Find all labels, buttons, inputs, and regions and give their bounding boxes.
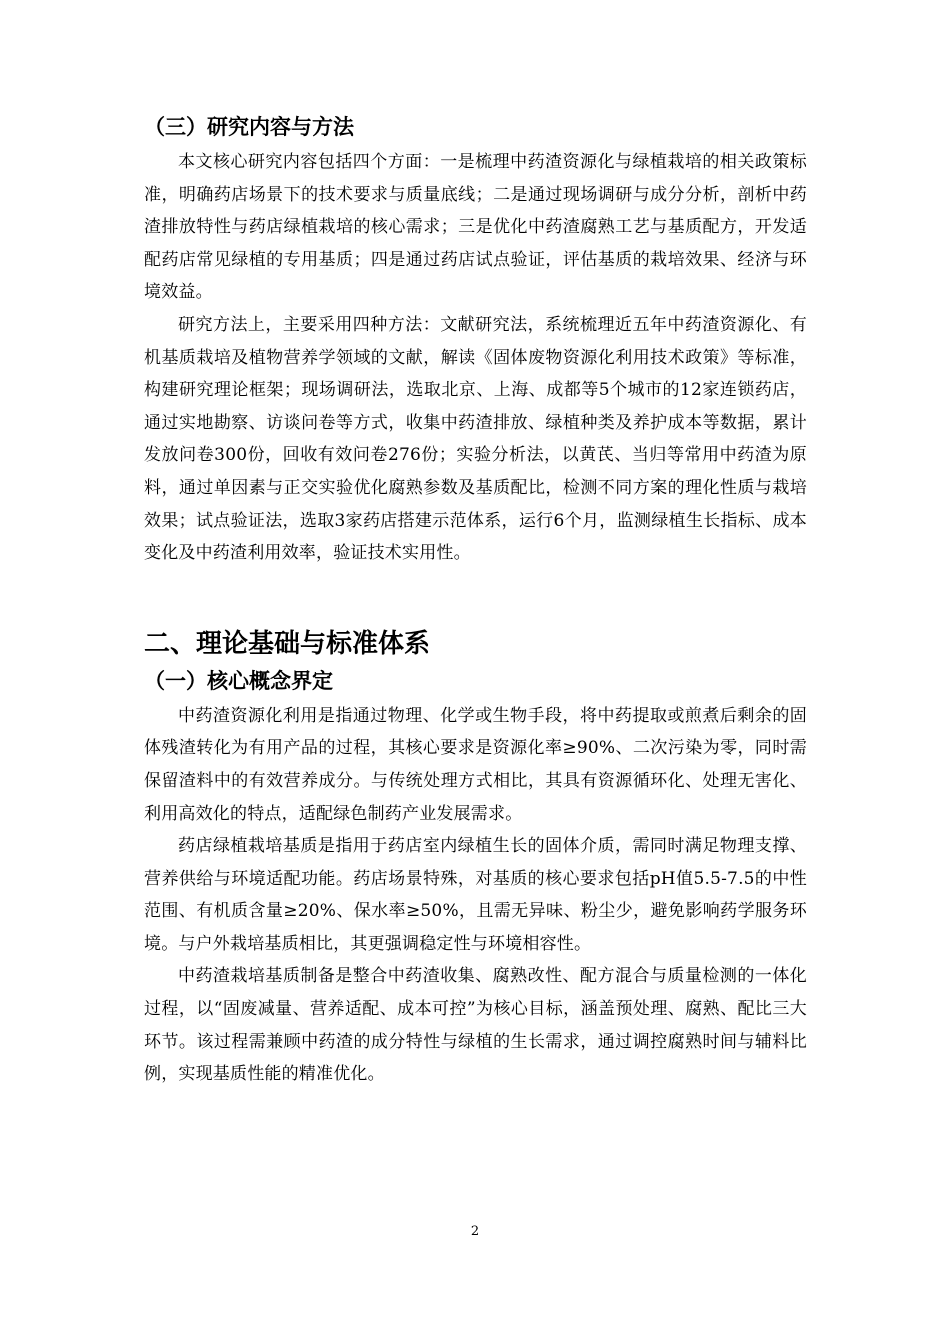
paragraph: 中药渣栽培基质制备是整合中药渣收集、腐熟改性、配方混合与质量检测的一体化过程，以“固废减量、营养适配、成本可控”为核心目标，涵盖预处理、腐熟、配比三大环节。该过程需兼顾中药渣的成分特性与绿植的生长需求，通过调控腐熟时间与辅料比例，实现基质性能的精准优化。	[144, 966, 807, 1085]
section-heading-research-content: （三）研究内容与方法	[144, 115, 354, 139]
chapter-heading-theory: 二、理论基础与标准体系	[144, 628, 431, 659]
section-spacer	[144, 570, 807, 624]
page-number: 2	[470, 1224, 480, 1239]
paragraph: 药店绿植栽培基质是指用于药店室内绿植生长的固体介质，需同时满足物理支撑、营养供给与环境适配功能。药店场景特殊，对基质的核心要求包括pH值5.5-7.5的中性范围、有机质含量≥20%、保水率≥50%，且需无异味、粉尘少，避免影响药学服务环境。与户外栽培基质相比，其更强调稳定性与环境相容性。	[144, 836, 807, 954]
page-content	[144, 112, 807, 1091]
paragraph: 本文核心研究内容包括四个方面：一是梳理中药渣资源化与绿植栽培的相关政策标准，明确药店场景下的技术要求与质量底线；二是通过现场调研与成分分析，剖析中药渣排放特性与药店绿植栽培的核心需求；三是优化中药渣腐熟工艺与基质配方，开发适配药店常见绿植的专用基质；四是通过药店试点验证，评估基质的栽培效果、经济与环境效益。	[144, 152, 807, 303]
paragraph: 研究方法上，主要采用四种方法：文献研究法，系统梳理近五年中药渣资源化、有机基质栽培及植物营养学领域的文献，解读《固体废物资源化利用技术政策》等标准，构建研究理论框架；现场调研法，选取北京、上海、成都等5个城市的12家连锁药店，通过实地勘察、访谈问卷等方式，收集中药渣排放、绿植种类及养护成本等数据，累计发放问卷300份，回收有效问卷276份；实验分析法，以黄芪、当归等常用中药渣为原料，通过单因素与正交实验优化腐熟参数及基质配比，检测不同方案的理化性质与栽培效果；试点验证法，选取3家药店搭建示范体系，运行6个月，监测绿植生长指标、成本变化及中药渣利用效率，验证技术实用性。	[144, 314, 807, 564]
section-heading-core-concepts: （一）核心概念界定	[144, 668, 333, 693]
paragraph: 中药渣资源化利用是指通过物理、化学或生物手段，将中药提取或煎煮后剩余的固体残渣转化为有用产品的过程，其核心要求是资源化率≥90%、二次污染为零，同时需保留渣料中的有效营养成分。与传统处理方式相比，其具有资源循环化、处理无害化、利用高效化的特点，适配绿色制药产业发展需求。	[144, 705, 807, 824]
